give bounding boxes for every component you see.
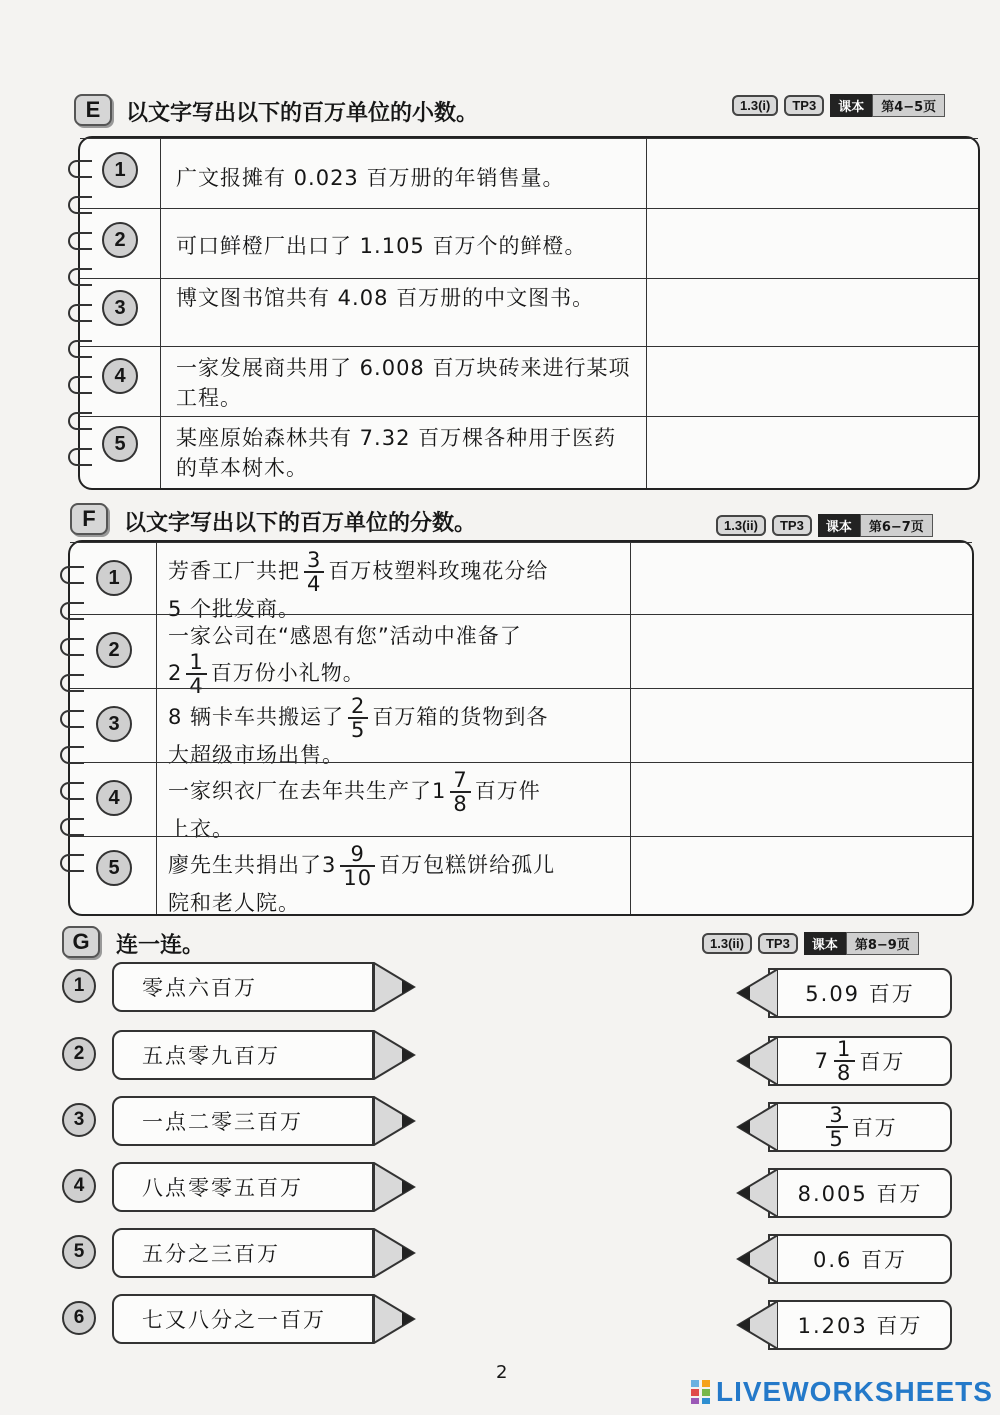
match-left-label: 七又八分之一百万 — [112, 1294, 374, 1344]
table-row — [70, 836, 972, 913]
answer-field[interactable] — [650, 213, 970, 275]
liveworksheets-logo: LIVEWORKSHEETS — [690, 1376, 993, 1408]
page-number: 2 — [496, 1362, 508, 1383]
pencil-tip-icon — [732, 968, 778, 1018]
pencil-tip-icon — [732, 1102, 778, 1152]
answer-field[interactable] — [636, 693, 964, 759]
match-number: 6 — [62, 1301, 96, 1335]
match-left-item[interactable] — [112, 1096, 414, 1146]
match-right-item[interactable] — [732, 968, 952, 1018]
section-e-table — [78, 136, 980, 490]
section-g-title: 连一连。 — [116, 933, 205, 958]
pencil-tip-icon — [374, 1162, 420, 1212]
pencil-tip-icon — [374, 1228, 420, 1278]
pencil-tip-icon — [732, 1300, 778, 1350]
question-text: 一家发展商共用了 6.008 百万块砖来进行某项工程。 — [176, 356, 631, 410]
question-number: 2 — [96, 632, 132, 668]
question-text: 一家织衣厂在去年共生产了1 $\frac{7}{8}$ 百万件 上衣。 — [168, 768, 541, 841]
match-left-item[interactable] — [112, 1162, 414, 1212]
table-row — [70, 688, 972, 767]
match-right-item[interactable] — [732, 1102, 952, 1152]
match-right-label: 0.6 百万 — [768, 1234, 952, 1284]
section-e-badge: E — [74, 94, 112, 126]
tag-level: TP3 — [772, 515, 812, 536]
tag-textbook: 课本 第8−9页 — [804, 932, 919, 955]
question-number: 1 — [102, 152, 138, 188]
question-text: 可口鲜橙厂出口了 1.105 百万个的鲜橙。 — [176, 234, 587, 258]
question-text: 某座原始森林共有 7.32 百万棵各种用于医药的草本树木。 — [176, 426, 617, 480]
table-row — [80, 208, 978, 279]
match-number: 3 — [62, 1103, 96, 1137]
match-left-label: 五点零九百万 — [112, 1030, 374, 1080]
answer-field[interactable] — [636, 841, 964, 907]
section-f-badge: F — [70, 503, 108, 535]
match-left-item[interactable] — [112, 1030, 414, 1080]
match-right-item[interactable] — [732, 1036, 952, 1086]
answer-field[interactable] — [636, 619, 964, 685]
match-right-label: 7 $\frac{1}{8}$ 百万 — [768, 1036, 952, 1086]
section-e-tags — [732, 94, 945, 117]
pencil-tip-icon — [374, 962, 420, 1012]
section-g-badge: G — [62, 926, 100, 958]
match-number: 2 — [62, 1037, 96, 1071]
table-row — [80, 346, 978, 417]
tag-skill: 1.3(i) — [732, 95, 778, 116]
question-number: 1 — [96, 560, 132, 596]
question-text: 芳香工厂共把 $\frac{3}{4}$ 百万枝塑料玫瑰花分给 5 个批发商。 — [168, 548, 549, 621]
tag-textbook: 课本 第6−7页 — [818, 514, 933, 537]
section-g-tags — [702, 932, 919, 955]
match-right-item[interactable] — [732, 1300, 952, 1350]
liveworksheets-icon — [690, 1379, 712, 1405]
match-right-label: 8.005 百万 — [768, 1168, 952, 1218]
match-left-item[interactable] — [112, 1228, 414, 1278]
table-row — [70, 614, 972, 698]
match-right-item[interactable] — [732, 1168, 952, 1218]
question-number: 3 — [102, 290, 138, 326]
tag-level: TP3 — [758, 933, 798, 954]
table-row — [80, 138, 978, 209]
tag-skill: 1.3(ii) — [702, 933, 752, 954]
section-e-title: 以文字写出以下的百万单位的小数。 — [126, 101, 479, 126]
tag-level: TP3 — [784, 95, 824, 116]
answer-field[interactable] — [636, 767, 964, 833]
table-row — [70, 542, 972, 621]
pencil-tip-icon — [374, 1294, 420, 1344]
question-number: 5 — [102, 426, 138, 462]
section-f-title: 以文字写出以下的百万单位的分数。 — [124, 511, 477, 536]
answer-field[interactable] — [636, 547, 964, 611]
question-number: 2 — [102, 222, 138, 258]
question-number: 3 — [96, 706, 132, 742]
tag-textbook: 课本 第4−5页 — [830, 94, 945, 117]
tag-skill: 1.3(ii) — [716, 515, 766, 536]
match-left-item[interactable] — [112, 962, 414, 1012]
pencil-tip-icon — [374, 1030, 420, 1080]
match-left-label: 八点零零五百万 — [112, 1162, 374, 1212]
question-number: 5 — [96, 850, 132, 886]
match-left-label: 零点六百万 — [112, 962, 374, 1012]
pencil-tip-icon — [374, 1096, 420, 1146]
table-row — [80, 278, 978, 347]
section-f-table — [68, 540, 974, 916]
question-text: 廖先生共捐出了3 $\frac{9}{10}$ 百万包糕饼给孤儿 院和老人院。 — [168, 842, 556, 915]
answer-field[interactable] — [650, 143, 970, 205]
match-number: 4 — [62, 1169, 96, 1203]
pencil-tip-icon — [732, 1234, 778, 1284]
section-f-tags — [716, 514, 933, 537]
match-right-label: 5.09 百万 — [768, 968, 952, 1018]
answer-field[interactable] — [650, 421, 970, 483]
table-row — [70, 762, 972, 841]
answer-field[interactable] — [650, 283, 970, 343]
question-text: 一家公司在“感恩有您”活动中准备了 2 $\frac{1}{4}$ 百万份小礼物。 — [168, 624, 522, 698]
pencil-tip-icon — [732, 1168, 778, 1218]
match-number: 5 — [62, 1235, 96, 1269]
match-right-label: 1.203 百万 — [768, 1300, 952, 1350]
match-left-label: 五分之三百万 — [112, 1228, 374, 1278]
match-left-label: 一点二零三百万 — [112, 1096, 374, 1146]
match-right-item[interactable] — [732, 1234, 952, 1284]
match-left-item[interactable] — [112, 1294, 414, 1344]
pencil-tip-icon — [732, 1036, 778, 1086]
table-row — [80, 416, 978, 487]
question-number: 4 — [102, 358, 138, 394]
match-number: 1 — [62, 969, 96, 1003]
question-text: 博文图书馆共有 4.08 百万册的中文图书。 — [176, 286, 595, 310]
answer-field[interactable] — [650, 351, 970, 413]
question-text: 8 辆卡车共搬运了 $\frac{2}{5}$ 百万箱的货物到各 大超级市场出售。 — [168, 694, 549, 767]
question-text: 广文报摊有 0.023 百万册的年销售量。 — [176, 166, 565, 190]
match-right-label: $\frac{3}{5}$ 百万 — [768, 1102, 952, 1152]
question-number: 4 — [96, 780, 132, 816]
